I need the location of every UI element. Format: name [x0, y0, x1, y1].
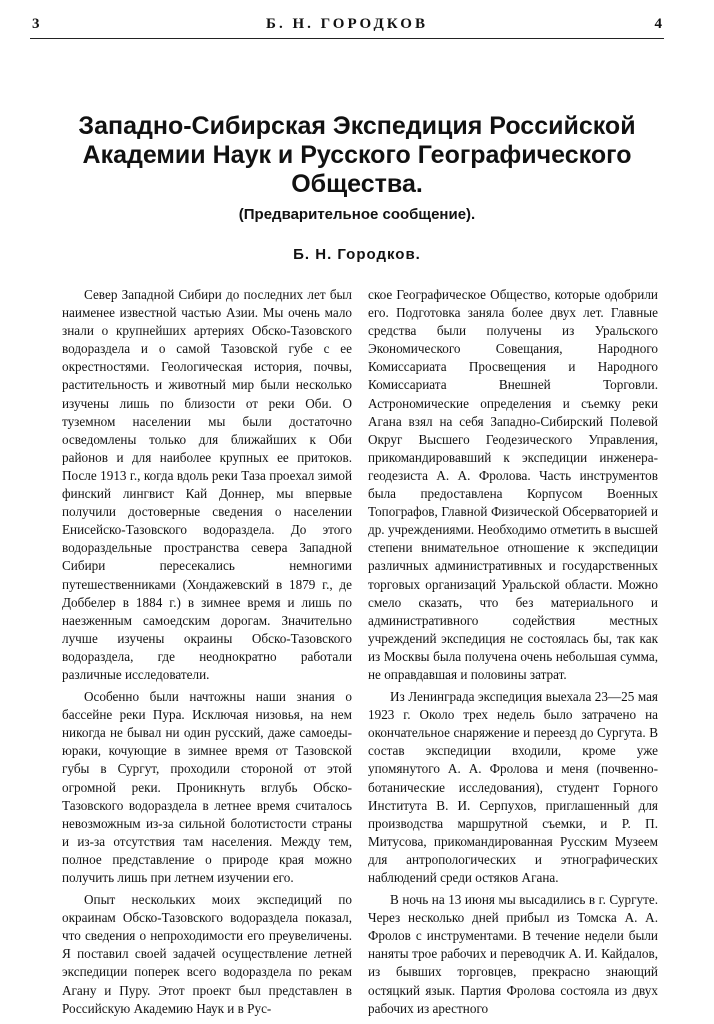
- paragraph: Особенно были начтожны наши знания о бассейне реки Пура. Исключая низовья, на нем никогда не бывал ни один русский, даже самоеды-юраки, кочующие в зимнее время от Тазовской губы в Сургут, проходили стороной от этой огромной реки. Проникнуть вглубь Обско-Тазовского водораздела в летнее время считалось невозможным из-за сильной болотистости страны и из-за отсутствия там населения. Между тем, полное представление о природе края можно получить лишь при летнем изучении его.: [62, 689, 352, 885]
- right-page-number: 4: [654, 16, 662, 32]
- running-title: Б. Н. ГОРОДКОВ: [266, 16, 428, 32]
- left-page-number: 3: [32, 16, 40, 32]
- paragraph: ское Географическое Общество, которые одобрили его. Подготовка заняла более двух лет. Главные средства были получены из Уральского Экономического Совещания, Народного Комиссариата Просвещения и Народного Комиссариата Внешней Торговли. Астрономические определения и съемку реки Агана взял на себя Западно-Сибирский Полевой Округ Высшего Геодезического Управления, прикомандировавший к экспедиции инженера-геодезиста А. А. Фролова. Часть инструментов была предоставлена Корпусом Военных Топографов, Главной Физической Обсерваторией и др. учреждениями. Необходимо отметить в высшей степени внимательное отношение к экспедиции различных административных и государственных торговых организаций Уральской области. Можно смело сказать, что без материального и административного содействия местных учреждений экспедиция не состоялась бы, так как из Москвы была получена очень небольшая сумма, не оправдавшая и половины затрат.: [368, 287, 658, 682]
- article-author: Б. Н. Городков.: [293, 246, 421, 263]
- paragraph: В ночь на 13 июня мы высадились в г. Сургуте. Через несколько дней прибыл из Томска А. А. Фролов с инструментами. В течение недели были наняты трое рабочих и переводчик А. И. Кайдалов, из бывших торговцев, прекрасно знающий остяцкий язык. Партия Фролова состояла из двух рабочих из арестного: [368, 892, 658, 1016]
- article-title: Западно-Сибирская Экспедиция Российской Академии Наук и Русского Географического Общества.: [78, 112, 636, 198]
- paragraph: Опыт нескольких моих экспедиций по окраинам Обско-Тазовского водораздела показал, что сведения о непроходимости его преувеличены. Я поставил своей задачей осуществление летней экспедиции поперек всего водораздела по рекам Агану и Пуру. Этот проект был представлен в Российскую Академию Наук и в Рус-: [62, 892, 352, 1016]
- paragraph: Север Западной Сибири до последних лет был наименее известной частью Азии. Мы очень мало знали о крупнейших артериях Обско-Тазовского водораздела и о самой Тазовской губе с ее окрестностями. Геологическая история, почвы, растительность и животный мир были несколько изучены лишь по близости от реки Оби. О туземном населении мы были достаточно осведомлены только для ближайших к Оби районов и для наиболее крупных ее притоков. После 1913 г., когда вдоль реки Таза проехал зимой финский лингвист Кай Доннер, мы впервые получили достоверные сведения о населении Енисейско-Тазовского водораздела. До этого водораздельные пространства севера Западной Сибири пересекались немногими путешественниками (Хондажевский в 1879 г., де Доббелер в 1884 г.) в зимнее время и лишь по наезженным самоедским дорогам. Значительно лучше изучены окраины Обско-Тазовского водораздела, где неоднократно работали различные исследователи.: [62, 287, 352, 682]
- paragraph: Из Ленинграда экспедиция выехала 23—25 мая 1923 г. Около трех недель было затрачено на окончательное снаряжение и переезд до Сургута. В состав экспедиции входили, кроме уже упомянутого А. А. Фролова и меня (почвенно-ботанические исследования), студент Горного Института В. И. Серпухов, приглашенный для производства маршрутной съемки, и Р. П. Митусова, прикомандированная Русским Музеем для антропологических и этнографических наблюдений среди остяков Агана.: [368, 689, 658, 885]
- right-text-column: [368, 286, 658, 1022]
- left-text-column: [62, 286, 352, 1022]
- running-header: [30, 14, 664, 39]
- article-subtitle: (Предварительное сообщение).: [238, 206, 476, 223]
